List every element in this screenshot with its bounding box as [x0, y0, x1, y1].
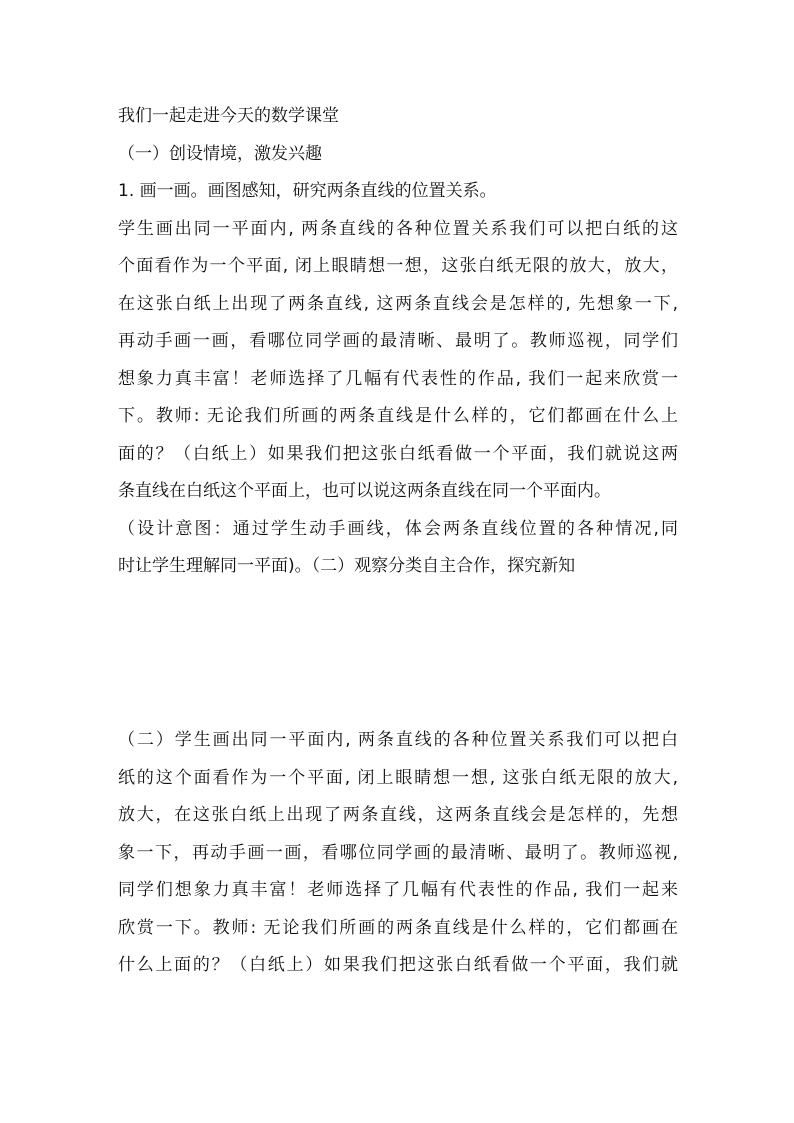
paragraph-line: 纸的这个面看作为一个平面, 闭上眼睛想一想, 这张白纸无限的放大,	[118, 767, 678, 788]
paragraph-line: 再动手画一画，看哪位同学画的最清晰、最明了。教师巡视，同学们	[118, 331, 678, 351]
lesson-title: 我们一起走进今天的数学课堂	[118, 106, 339, 126]
section-heading: （一）创设情境，激发兴趣	[118, 143, 322, 164]
paragraph-line: （二）学生画出同一平面内, 两条直线的各种位置关系我们可以把白	[118, 730, 678, 750]
paragraph-line: 下。教师: 无论我们所画的两条直线是什么样的，它们都画在什么上	[118, 406, 678, 426]
paragraph-line: 同学们想象力真丰富！老师选择了几幅有代表性的作品, 我们一起来	[118, 880, 678, 900]
section-one	[118, 98, 678, 586]
paragraph-line: 放大，在这张白纸上出现了两条直线，这两条直线会是怎样的，先想	[118, 805, 678, 825]
activity-heading: 1. 画一画。画图感知，研究两条直线的位置关系。	[118, 181, 497, 201]
paragraph-line: 什么上面的？（白纸上）如果我们把这张白纸看做一个平面，我们就	[118, 955, 678, 975]
paragraph-line: 学生画出同一平面内, 两条直线的各种位置关系我们可以把白纸的这	[118, 218, 678, 239]
paragraph-line: 想象力真丰富！老师选择了几幅有代表性的作品, 我们一起来欣赏一	[118, 368, 678, 389]
paragraph-line: 时让学生理解同一平面)。（二）观察分类自主合作，探究新知	[118, 556, 576, 576]
paragraph-line: 象一下，再动手画一画，看哪位同学画的最清晰、最明了。教师巡视,	[118, 842, 678, 863]
paragraph-line: 条直线在白纸这个平面上，也可以说这两条直线在同一个平面内。	[118, 481, 611, 501]
paragraph-line: 在这张白纸上出现了两条直线, 这两条直线会是怎样的, 先想象一下,	[118, 293, 678, 314]
paragraph-line: 面的？（白纸上）如果我们把这张白纸看做一个平面，我们就说这两	[118, 443, 678, 464]
paragraph-line: 个面看作为一个平面, 闭上眼睛想一想，这张白纸无限的放大，放大，	[118, 256, 678, 276]
section-two	[118, 722, 678, 985]
paragraph-line: （设计意图：通过学生动手画线，体会两条直线位置的各种情况,同	[118, 518, 678, 539]
paragraph-line: 欣赏一下。教师: 无论我们所画的两条直线是什么样的，它们都画在	[118, 917, 678, 938]
